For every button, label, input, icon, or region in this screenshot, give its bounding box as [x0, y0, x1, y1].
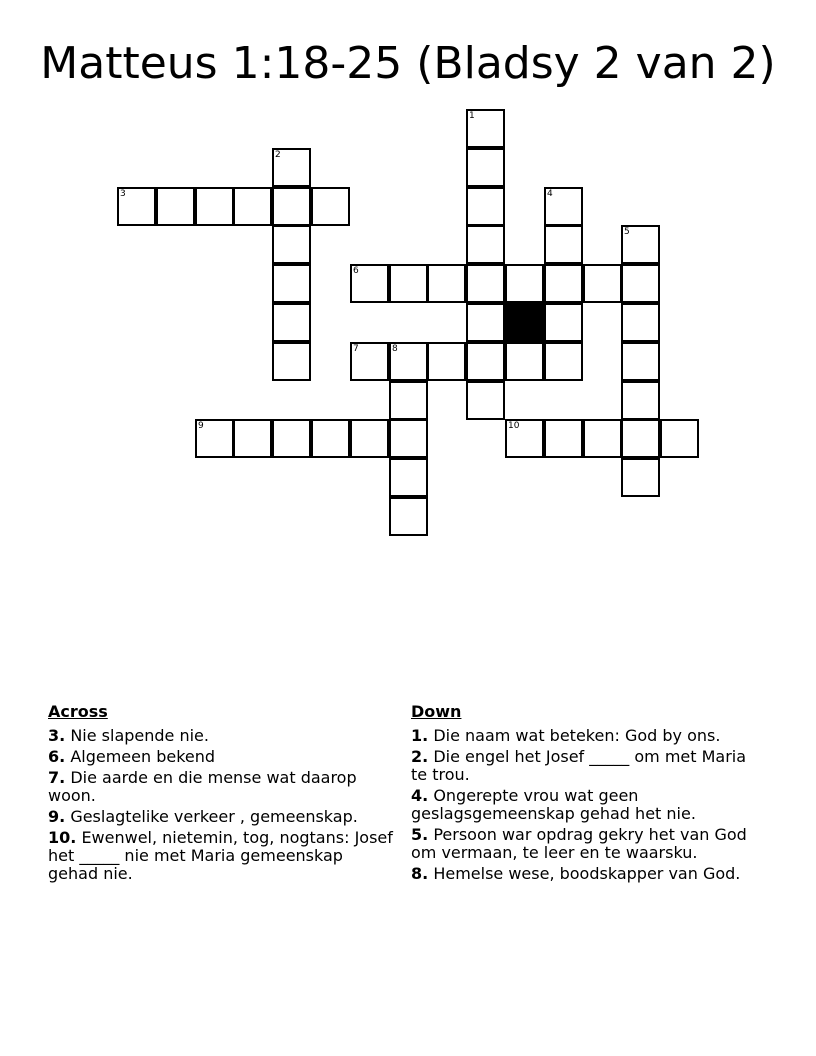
- page-title: Matteus 1:18-25 (Bladsy 2 van 2): [40, 38, 776, 89]
- across-clue: [48, 808, 393, 826]
- clue-num: 10.: [48, 828, 77, 847]
- grid-cell[interactable]: [272, 264, 311, 303]
- grid-cell[interactable]: [195, 419, 234, 458]
- clue-num: 1.: [411, 726, 429, 745]
- down-heading: Down: [411, 702, 462, 721]
- grid-cell[interactable]: [389, 497, 428, 536]
- clue-num: 8.: [411, 864, 429, 883]
- grid-cell[interactable]: [311, 187, 350, 226]
- grid-cell[interactable]: [311, 419, 350, 458]
- grid-cell[interactable]: [583, 264, 622, 303]
- grid-cell[interactable]: [350, 342, 389, 381]
- grid-cell[interactable]: [272, 419, 311, 458]
- clue-number: 9: [198, 421, 204, 431]
- down-clue: [411, 748, 751, 784]
- grid-cell[interactable]: [660, 419, 699, 458]
- clue-text: Hemelse wese, boodskapper van God.: [433, 864, 741, 883]
- clue-number: 8: [392, 344, 398, 354]
- grid-cell[interactable]: [505, 264, 544, 303]
- grid-cell[interactable]: [427, 342, 466, 381]
- grid-cell[interactable]: [621, 458, 660, 497]
- grid-cell[interactable]: [544, 419, 583, 458]
- clue-text: Ongerepte vrou wat geen geslagsgemeenskap gehad het nie.: [411, 786, 696, 823]
- across-clue: [48, 829, 393, 883]
- across-heading: Across: [48, 702, 108, 721]
- grid-cell[interactable]: [427, 264, 466, 303]
- grid-cell[interactable]: [272, 148, 311, 187]
- grid-cell[interactable]: [621, 264, 660, 303]
- grid-cell[interactable]: [350, 264, 389, 303]
- clue-text: Geslagtelike verkeer , gemeenskap.: [70, 807, 358, 826]
- clue-number: 10: [508, 421, 520, 431]
- black-cell: [505, 303, 544, 342]
- down-clue: [411, 787, 751, 823]
- down-clue: [411, 727, 751, 745]
- clue-text: Die aarde en die mense wat daarop woon.: [48, 768, 357, 805]
- grid-cell[interactable]: [389, 381, 428, 420]
- grid-cell[interactable]: [389, 264, 428, 303]
- grid-cell[interactable]: [544, 187, 583, 226]
- grid-cell[interactable]: [195, 187, 234, 226]
- grid-cell[interactable]: [621, 303, 660, 342]
- clue-num: 2.: [411, 747, 429, 766]
- grid-cell[interactable]: [389, 458, 428, 497]
- grid-cell[interactable]: [544, 264, 583, 303]
- grid-cell[interactable]: [272, 303, 311, 342]
- grid-cell[interactable]: [544, 303, 583, 342]
- grid-cell[interactable]: [544, 342, 583, 381]
- grid-cell[interactable]: [621, 381, 660, 420]
- grid-cell[interactable]: [466, 187, 505, 226]
- clue-number: 3: [120, 189, 126, 199]
- grid-cell[interactable]: [505, 419, 544, 458]
- clue-num: 6.: [48, 747, 66, 766]
- clue-text: Ewenwel, nietemin, tog, nogtans: Josef het _____ nie met Maria gemeenskap gehad nie.: [48, 828, 393, 883]
- across-clue: [48, 727, 393, 745]
- grid-cell[interactable]: [272, 225, 311, 264]
- clue-number: 6: [353, 266, 359, 276]
- grid-cell[interactable]: [466, 264, 505, 303]
- clue-number: 2: [275, 150, 281, 160]
- clue-num: 3.: [48, 726, 66, 745]
- clue-number: 1: [469, 111, 475, 121]
- grid-cell[interactable]: [233, 187, 272, 226]
- clue-num: 5.: [411, 825, 429, 844]
- grid-cell[interactable]: [621, 419, 660, 458]
- grid-cell[interactable]: [233, 419, 272, 458]
- grid-cell[interactable]: [544, 225, 583, 264]
- clue-num: 4.: [411, 786, 429, 805]
- grid-cell[interactable]: [389, 342, 428, 381]
- grid-cell[interactable]: [621, 225, 660, 264]
- grid-cell[interactable]: [272, 342, 311, 381]
- across-clues: [48, 703, 393, 886]
- clue-text: Die engel het Josef _____ om met Maria te trou.: [411, 747, 747, 784]
- grid-cell[interactable]: [156, 187, 195, 226]
- down-clues: [411, 703, 751, 886]
- down-clue: [411, 826, 751, 862]
- clue-text: Die naam wat beteken: God by ons.: [433, 726, 721, 745]
- down-clue-list: [411, 727, 751, 883]
- clue-num: 7.: [48, 768, 66, 787]
- clue-text: Persoon war opdrag gekry het van God om vermaan, te leer en te waarsku.: [411, 825, 747, 862]
- grid-cell[interactable]: [621, 342, 660, 381]
- grid-cell[interactable]: [466, 148, 505, 187]
- grid-cell[interactable]: [466, 225, 505, 264]
- grid-cell[interactable]: [389, 419, 428, 458]
- clue-text: Algemeen bekend: [70, 747, 216, 766]
- down-clue: [411, 865, 751, 883]
- clue-number: 4: [547, 189, 553, 199]
- grid-cell[interactable]: [505, 342, 544, 381]
- across-clue: [48, 769, 393, 805]
- clue-text: Nie slapende nie.: [70, 726, 209, 745]
- grid-cell[interactable]: [117, 187, 156, 226]
- across-clue: [48, 748, 393, 766]
- grid-cell[interactable]: [466, 381, 505, 420]
- grid-cell[interactable]: [466, 303, 505, 342]
- grid-cell[interactable]: [466, 109, 505, 148]
- clue-num: 9.: [48, 807, 66, 826]
- clue-number: 7: [353, 344, 359, 354]
- across-clue-list: [48, 727, 393, 883]
- grid-cell[interactable]: [583, 419, 622, 458]
- grid-cell[interactable]: [466, 342, 505, 381]
- grid-cell[interactable]: [350, 419, 389, 458]
- grid-cell[interactable]: [272, 187, 311, 226]
- clue-number: 5: [624, 227, 630, 237]
